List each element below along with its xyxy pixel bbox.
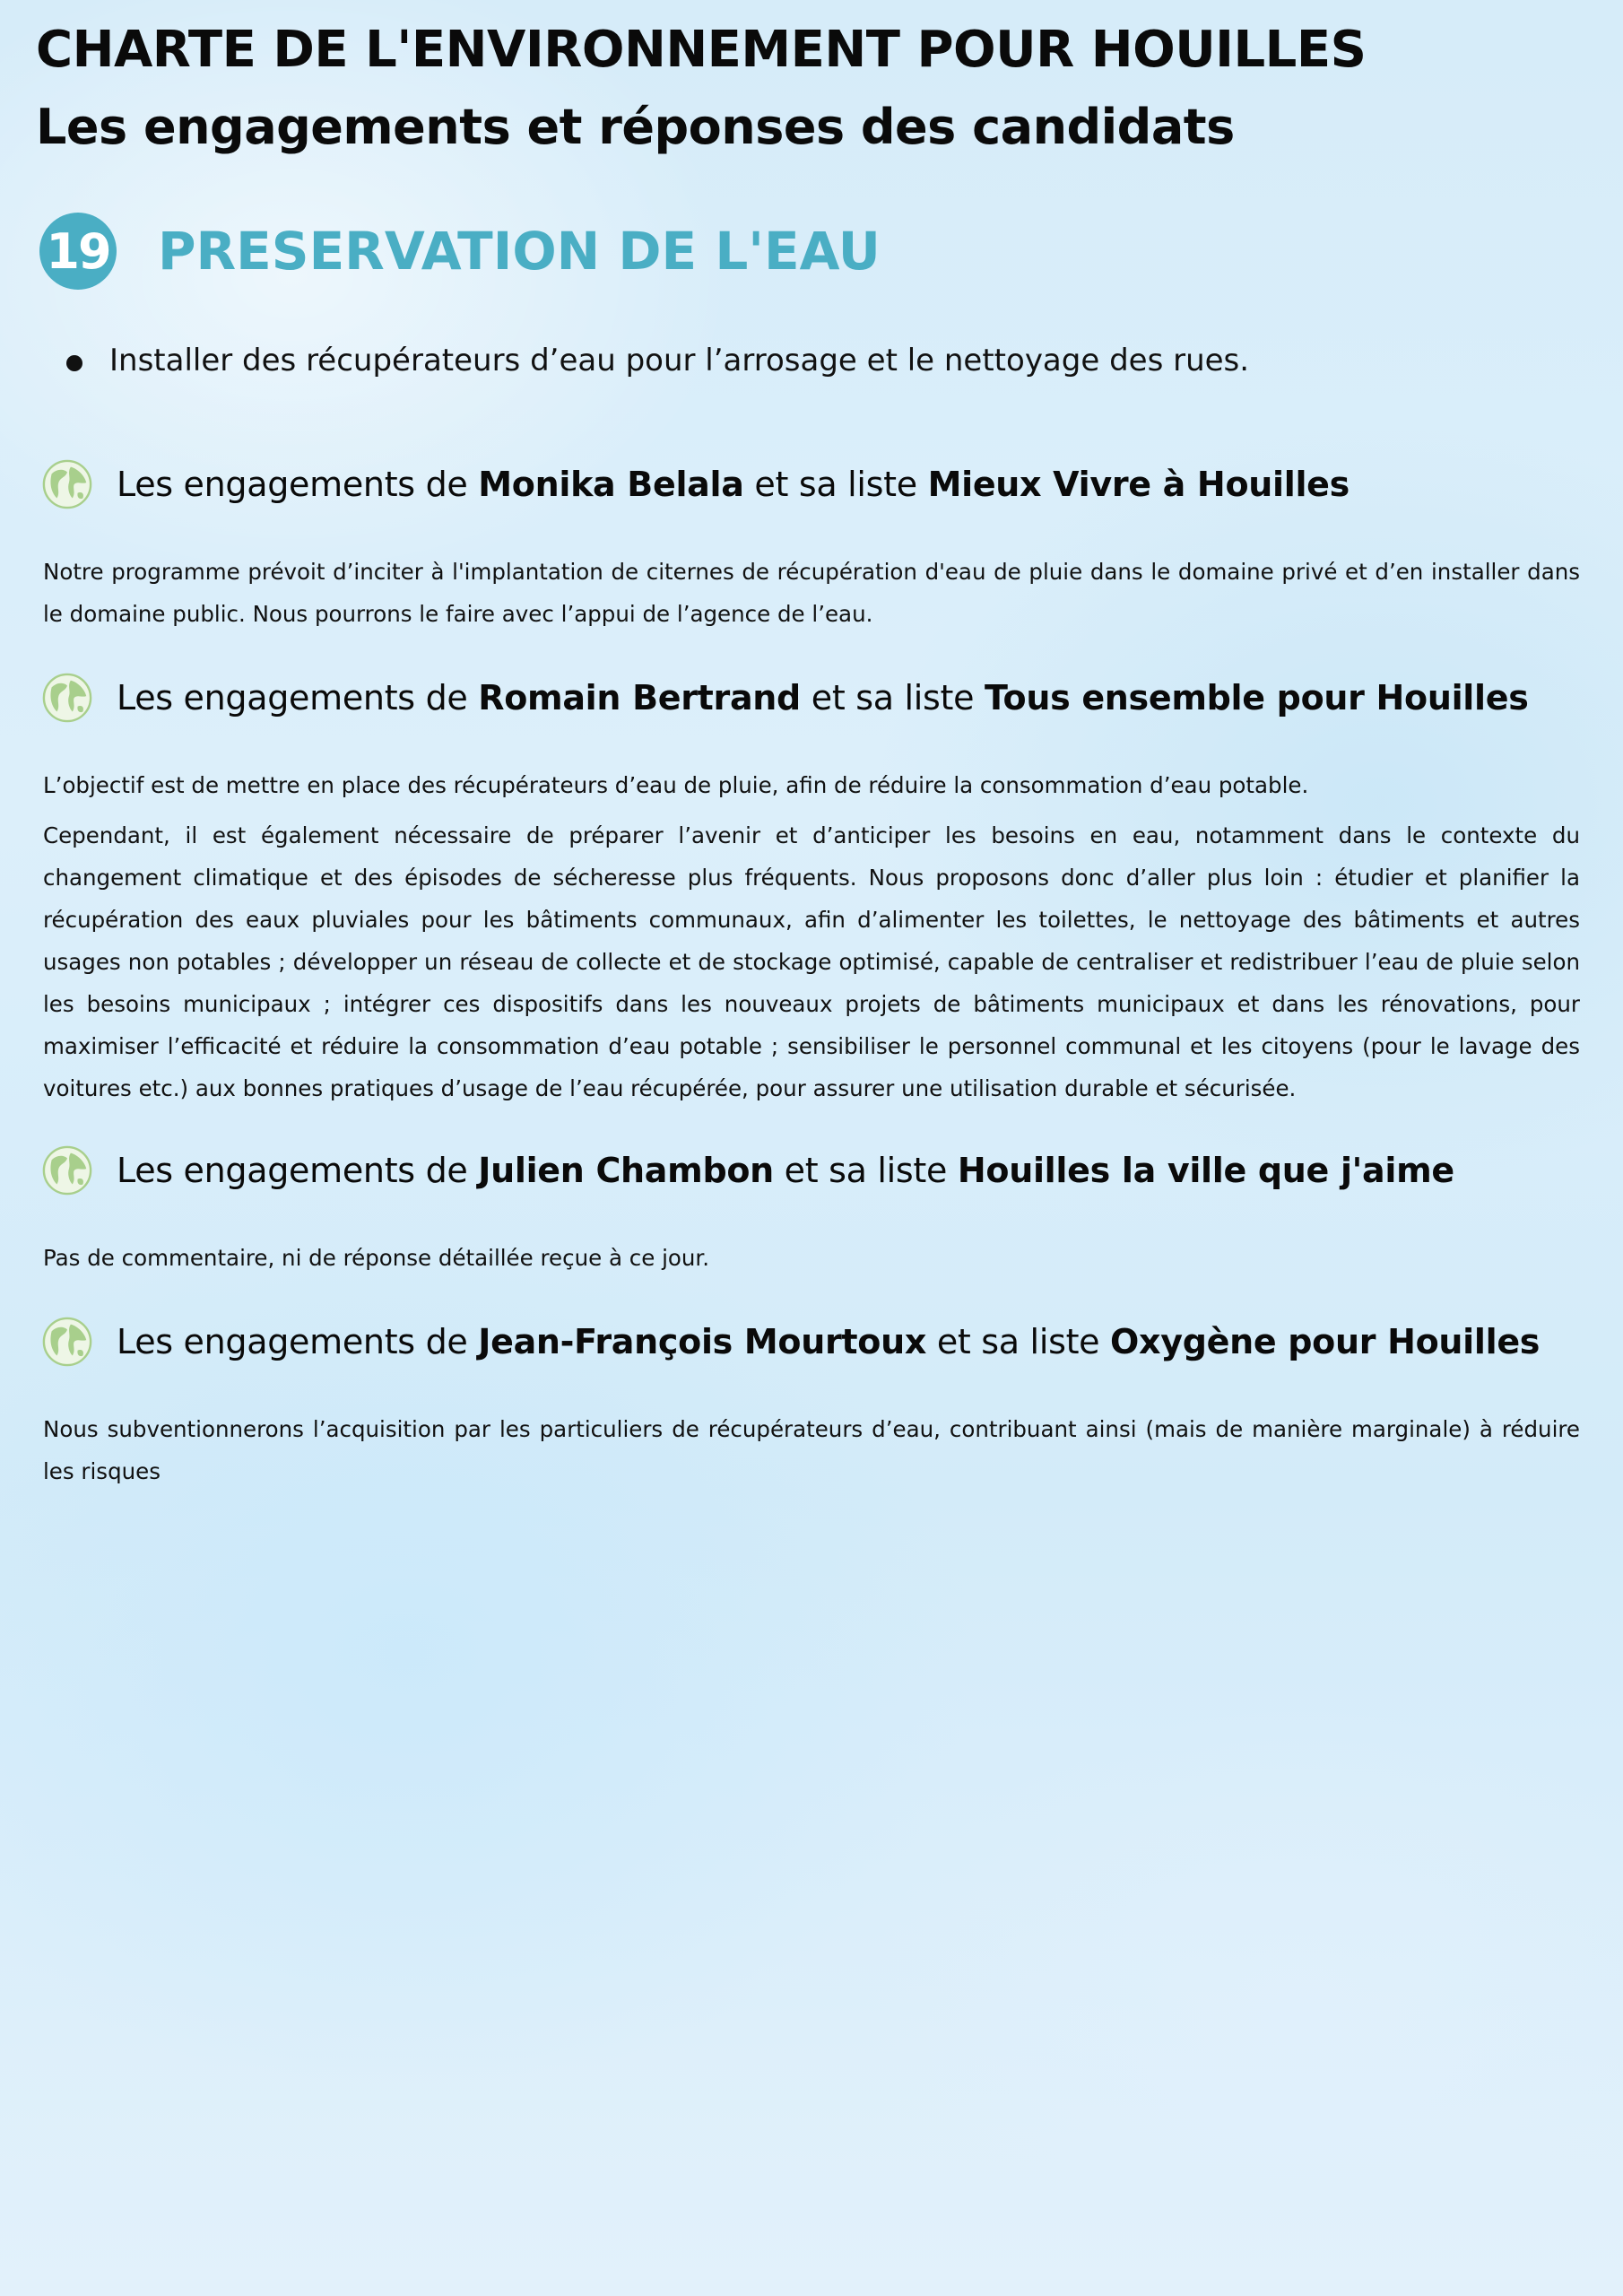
- bullet-text: Installer des récupérateurs d’eau pour l’arrosage et le nettoyage des rues.: [109, 343, 1250, 378]
- candidate-heading-text: Les engagements de Jean-François Mourtoux et sa liste Oxygène pour Houilles: [117, 1322, 1541, 1361]
- section-bullet-item: [66, 343, 1249, 378]
- globe-icon: [41, 1144, 93, 1196]
- candidate-heading-bertrand: [41, 672, 1529, 724]
- document-subtitle: Les engagements et réponses des candidats: [36, 99, 1235, 155]
- candidate-name: Julien Chambon: [478, 1151, 774, 1190]
- candidate-name: Monika Belala: [478, 465, 744, 504]
- candidate-list-name: Mieux Vivre à Houilles: [927, 465, 1350, 504]
- candidate-heading-text: Les engagements de Romain Bertrand et sa liste Tous ensemble pour Houilles: [117, 678, 1529, 718]
- globe-icon: [41, 672, 93, 724]
- candidate-heading-text: Les engagements de Monika Belala et sa liste Mieux Vivre à Houilles: [117, 465, 1350, 504]
- candidate-response-paragraph: Nous subventionnerons l’acquisition par les particuliers de récupérateurs d’eau, contribuant ainsi (mais de manière marginale) à réduire les risques: [43, 1416, 1580, 1484]
- candidate-name: Jean-François Mourtoux: [478, 1322, 927, 1361]
- section-number-badge: 19: [39, 213, 117, 290]
- candidate-response-paragraph: Cependant, il est également nécessaire de préparer l’avenir et d’anticiper les besoins en eau, notamment dans le contexte du changement climatique et des épisodes de sécheresse plus fréquents. Nous proposons donc d’aller plus loin : étudier et planifier la récupération des eaux pluviales pour les bâtiments communaux, afin d’alimenter les toilettes, le nettoyage des bâtiments et autres usages non potables ; développer un réseau de collecte et de stockage optimisé, capable de centraliser et redistribuer l’eau de pluie selon les besoins municipaux ; intégrer ces dispositifs dans les nouveaux projets de bâtiments municipaux et dans les rénovations, pour maximiser l’efficacité et réduire la consommation d’eau potable ; sensibiliser le personnel communal et les citoyens (pour le lavage des voitures etc.) aux bonnes pratiques d’usage de l’eau récupérée, pour assurer une utilisation durable et sécurisée.: [43, 822, 1580, 1101]
- candidate-response-paragraph: L’objectif est de mettre en place des récupérateurs d’eau de pluie, afin de réduire la consommation d’eau potable.: [43, 772, 1309, 798]
- candidate-list-name: Houilles la ville que j'aime: [957, 1151, 1454, 1190]
- globe-icon: [41, 1316, 93, 1368]
- section-title: PRESERVATION DE L'EAU: [158, 221, 881, 282]
- candidate-heading-chambon: [41, 1144, 1454, 1196]
- candidate-heading-text: Les engagements de Julien Chambon et sa liste Houilles la ville que j'aime: [117, 1151, 1454, 1190]
- candidate-list-name: Oxygène pour Houilles: [1110, 1322, 1541, 1361]
- bullet-icon: [66, 355, 82, 371]
- section-header: [39, 212, 881, 291]
- globe-icon: [41, 458, 93, 510]
- document-title: CHARTE DE L'ENVIRONNEMENT POUR HOUILLES: [36, 21, 1367, 79]
- candidate-response-paragraph: Notre programme prévoit d’inciter à l'implantation de citernes de récupération d'eau de pluie dans le domaine privé et d’en installer dans le domaine public. Nous pourrons le faire avec l’appui de l’agence de l’eau.: [43, 559, 1580, 627]
- candidate-heading-mourtoux: [41, 1316, 1540, 1368]
- candidate-name: Romain Bertrand: [478, 678, 801, 718]
- candidate-response-paragraph: Pas de commentaire, ni de réponse détaillée reçue à ce jour.: [43, 1245, 710, 1271]
- candidate-list-name: Tous ensemble pour Houilles: [984, 678, 1529, 718]
- candidate-heading-belala: [41, 458, 1350, 510]
